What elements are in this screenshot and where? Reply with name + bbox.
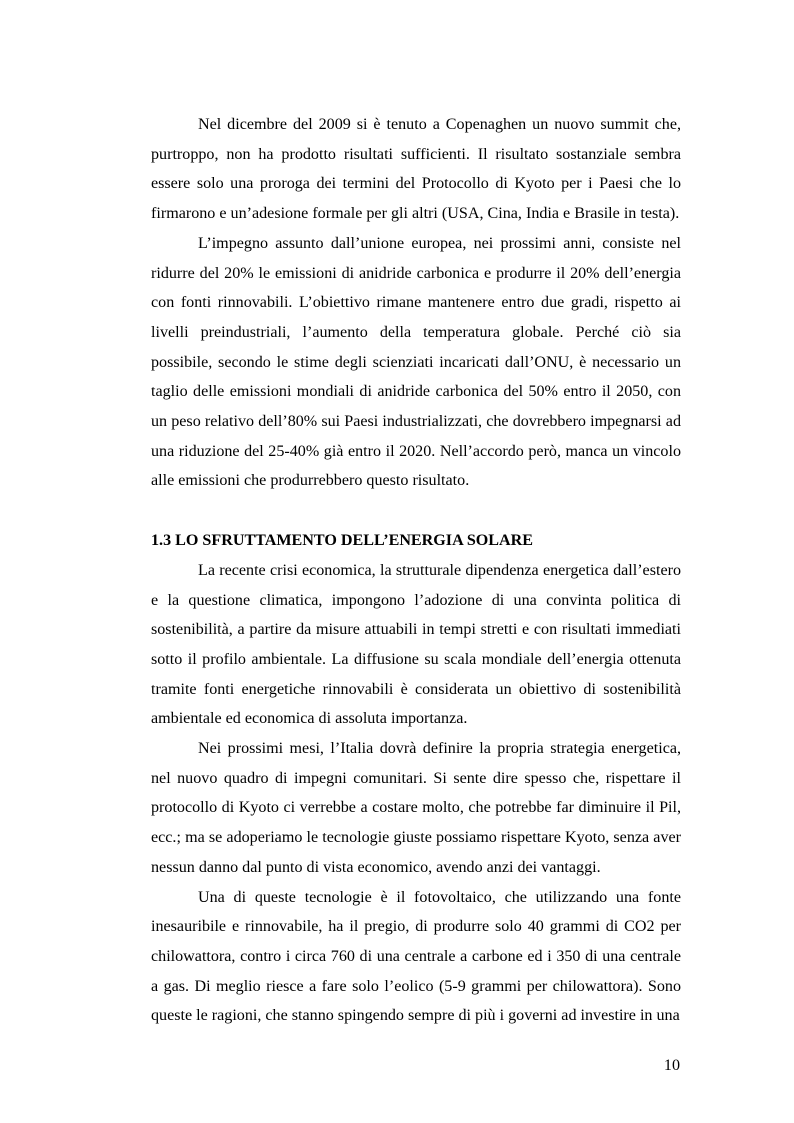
- page-body: [151, 110, 681, 1031]
- paragraph-photovoltaic: Una di queste tecnologie è il fotovoltaico, che utilizzando una fonte inesauribile e rinnovabile, ha il pregio, di produrre solo 40 grammi di CO2 per chilowattora, contro i circa 760 di una centrale a carbone ed i 350 di una centrale a gas. Di meglio riesce a fare solo l’eolico (5-9 grammi per chilowattora). Sono queste le ragioni, che stanno spingendo sempre di più i governi ad investire in una: [151, 888, 681, 1025]
- page-number: 10: [663, 1057, 680, 1074]
- paragraph-copenhagen-summit: Nel dicembre del 2009 si è tenuto a Copenaghen un nuovo summit che, purtroppo, non ha prodotto risultati sufficienti. Il risultato sostanziale sembra essere solo una proroga dei termini del Protocollo di Kyoto per i Paesi che lo firmarono e un’adesione formale per gli altri (USA, Cina, India e Brasile in testa).: [151, 116, 681, 223]
- paragraph-eu-commitment: L’impegno assunto dall’unione europea, nei prossimi anni, consiste nel ridurre del 20% le emissioni di anidride carbonica e produrre il 20% dell’energia con fonti rinnovabili. L’obiettivo rimane mantenere entro due gradi, rispetto ai livelli preindustriali, l’aumento della temperatura globale. Perché ciò sia possibile, secondo le stime degli scienziati incaricati dall’ONU, è necessario un taglio delle emissioni mondiali di anidride carbonica del 50% entro il 2050, con un peso relativo dell’80% sui Paesi industrializzati, che dovrebbero impegnarsi ad una riduzione del 25-40% già entro il 2020. Nell’accordo però, manca un vincolo alle emissioni che produrrebbero questo risultato.: [151, 234, 681, 490]
- section-heading: 1.3 LO SFRUTTAMENTO DELL’ENERGIA SOLARE: [151, 532, 534, 550]
- paragraph-italy-strategy: Nei prossimi mesi, l’Italia dovrà definire la propria strategia energetica, nel nuovo quadro di impegni comunitari. Si sente dire spesso che, rispettare il protocollo di Kyoto ci verrebbe a costare molto, che potrebbe far diminuire il Pil, ecc.; ma se adoperiamo le tecnologie giuste possiamo rispettare Kyoto, senza aver nessun danno dal punto di vista economico, avendo anzi dei vantaggi.: [151, 740, 681, 876]
- paragraph-economic-crisis: La recente crisi economica, la strutturale dipendenza energetica dall’estero e la questione climatica, impongono l’adozione di una convinta politica di sostenibilità, a partire da misure attuabili in tempi stretti e con risultati immediati sotto il profilo ambientale. La diffusione su scala mondiale dell’energia ottenuta tramite fonti energetiche rinnovabili è considerata un obiettivo di sostenibilità ambientale ed economica di assoluta importanza.: [151, 561, 681, 728]
